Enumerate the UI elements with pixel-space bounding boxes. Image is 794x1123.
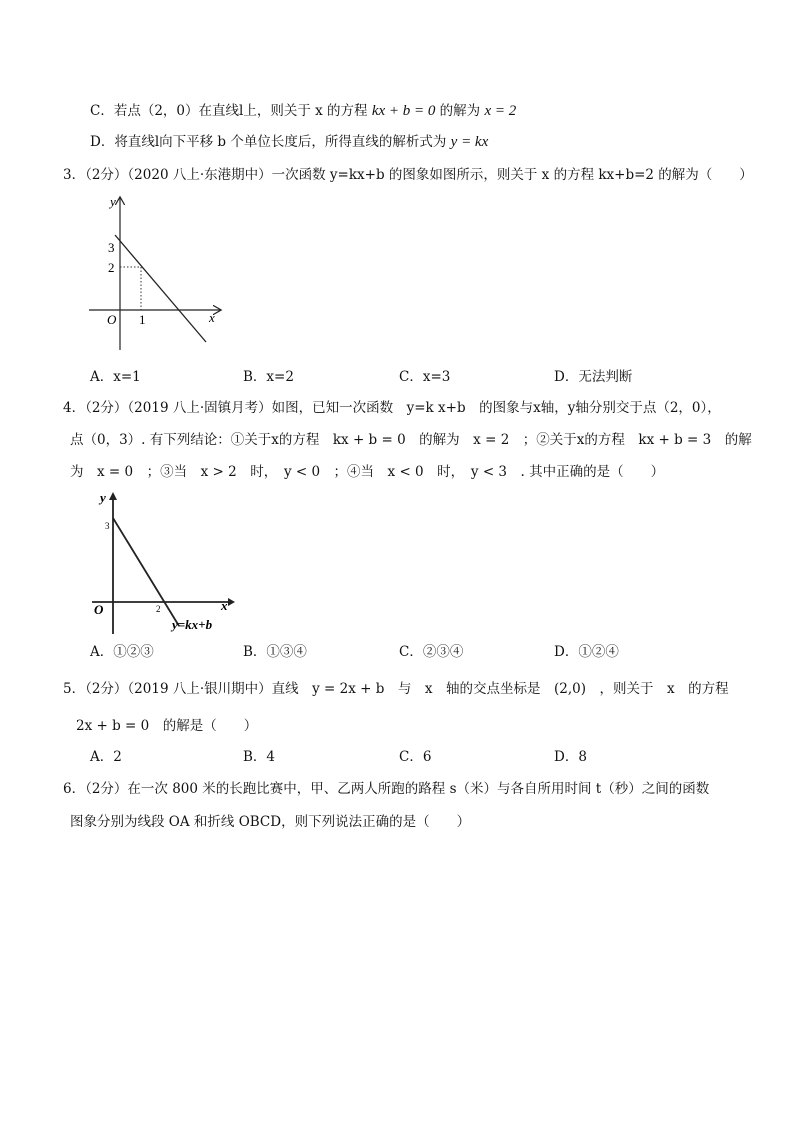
q4-tick-3: 3 bbox=[105, 521, 110, 531]
q3-origin-label: O bbox=[107, 312, 117, 327]
q4-x-arrow bbox=[228, 598, 235, 606]
q3-function-line bbox=[115, 235, 206, 342]
q2-option-d: D．将直线l向下平移 b 个单位长度后，所得直线的解析式为 y = kx bbox=[90, 134, 489, 150]
q4-origin-label: O bbox=[94, 602, 104, 617]
q6-stem-line2: 图象分别为线段 OA 和折线 OBCD，则下列说法正确的是（ ） bbox=[70, 814, 471, 830]
q3-graph bbox=[85, 190, 225, 355]
q4-stem-line3: 为 x = 0 ；③当 x > 2 时， y < 0 ；④当 x < 0 时， y < 3 . 其中正确的是（ ） bbox=[70, 464, 665, 480]
q4-tick-2: 2 bbox=[156, 604, 161, 614]
q3-tick-3: 3 bbox=[108, 240, 115, 255]
q3-option-c: C．x=3 bbox=[399, 369, 451, 385]
q4-function-line bbox=[113, 518, 179, 626]
q4-option-a: A．①②③ bbox=[90, 644, 154, 660]
q5-stem-line2: 2x + b = 0 的解是（ ） bbox=[76, 718, 258, 734]
q5-option-a: A．2 bbox=[90, 749, 122, 765]
q3-option-d: D．无法判断 bbox=[554, 369, 633, 385]
q4-y-label: y bbox=[100, 490, 106, 505]
q3-y-label: y bbox=[110, 194, 116, 209]
q4-stem-line1: 4．（2分）（2019 八上·固镇月考）如图，已知一次函数 y=k x+b 的图象与x轴，y轴分别交于点（2，0）， bbox=[63, 400, 721, 416]
q4-line-label: y=kx+b bbox=[172, 617, 213, 632]
q4-graph bbox=[88, 486, 238, 636]
q3-stem: 3．（2分）（2020 八上·东港期中）一次函数 y=kx+b 的图象如图所示，则关于 x 的方程 kx+b=2 的解为（ ） bbox=[63, 167, 753, 183]
q5-option-b: B．4 bbox=[243, 749, 276, 765]
q3-option-a: A．x=1 bbox=[90, 369, 141, 385]
q2-option-c: C．若点（2，0）在直线l上，则关于 x 的方程 kx + b = 0 的解为 x = 2 bbox=[90, 103, 517, 119]
q5-option-c: C．6 bbox=[399, 749, 432, 765]
q4-y-arrow bbox=[109, 492, 117, 500]
q6-stem-line1: 6．（2分）在一次 800 米的长跑比赛中，甲、乙两人所跑的路程 s（米）与各自所用时间 t（秒）之间的函数 bbox=[63, 781, 710, 797]
q4-x-label: x bbox=[221, 598, 228, 613]
q3-tick-2: 2 bbox=[108, 260, 115, 275]
q4-option-b: B．①③④ bbox=[243, 644, 307, 660]
q4-option-c: C．②③④ bbox=[399, 644, 464, 660]
q3-tick-1: 1 bbox=[139, 312, 146, 327]
q4-option-d: D．①②④ bbox=[554, 644, 619, 660]
q4-stem-line2: 点（0，3）. 有下列结论：①关于x的方程 kx + b = 0 的解为 x = 2 ；②关于x的方程 kx + b = 3 的解 bbox=[70, 432, 752, 448]
q5-stem-line1: 5．（2分）（2019 八上·银川期中）直线 y = 2x + b 与 x 轴的交点坐标是 (2,0) ，则关于 x 的方程 bbox=[63, 681, 729, 697]
q3-x-label: x bbox=[209, 310, 215, 325]
q3-option-b: B．x=2 bbox=[243, 369, 294, 385]
q5-option-d: D．8 bbox=[554, 749, 587, 765]
